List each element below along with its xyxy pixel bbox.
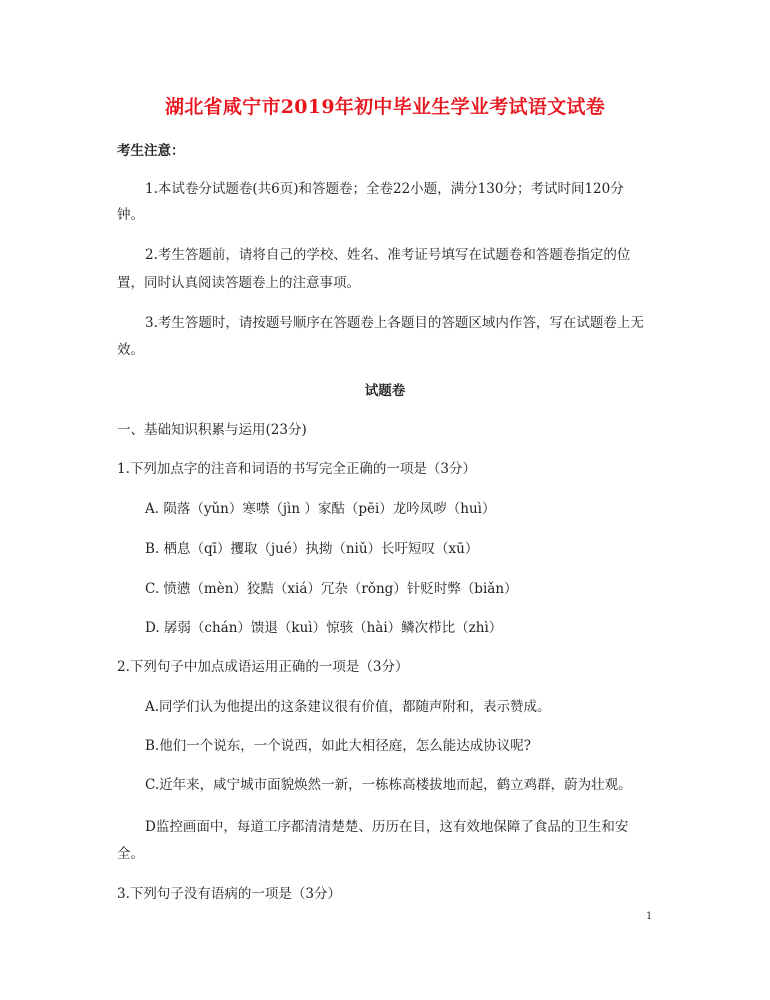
question-3-stem: 3.下列句子没有语病的一项是（3分） — [117, 886, 341, 902]
question-1-stem: 1.下列加点字的注音和词语的书写完全正确的一项是（3分） — [117, 461, 476, 477]
notice-item-1-line-1: 1.本试卷分试题卷(共6页)和答题卷；全卷22小题，满分130分；考试时间120分 — [145, 181, 624, 197]
question-2-option-d-line-2: 全。 — [117, 846, 144, 862]
question-1-option-c: C. 愤懑（mèn）狡黠（xiá）冗杂（rǒng）针贬时弊（biǎn） — [145, 581, 518, 597]
notice-item-3-line-2: 效。 — [117, 342, 144, 358]
question-2-stem: 2.下列句子中加点成语运用正确的一项是（3分） — [117, 659, 409, 675]
question-1-option-b: B. 栖息（qī）攫取（jué）执拗（niǔ）长吁短叹（xū） — [145, 541, 479, 557]
notice-item-2-line-2: 置，同时认真阅读答题卷上的注意事项。 — [117, 275, 360, 291]
question-2-option-b: B.他们一个说东，一个说西，如此大相径庭，怎么能达成协议呢? — [145, 738, 531, 754]
question-2-option-d-line-1: D监控画面中，每道工序都清清楚楚、历历在目，这有效地保障了食品的卫生和安 — [145, 819, 629, 835]
question-2-option-a: A.同学们认为他提出的这条建议很有价值，都随声附和，表示赞成。 — [145, 699, 551, 715]
question-1-option-d: D. 孱弱（chán）馈退（kuì）惊骇（hài）鳞次栉比（zhì） — [145, 620, 503, 636]
notice-item-3-line-1: 3.考生答题时，请按题号顺序在答题卷上各题目的答题区域内作答，写在试题卷上无 — [145, 315, 644, 331]
section-heading: 试题卷 — [364, 383, 406, 399]
part-1-heading: 一、基础知识积累与运用(23分) — [117, 422, 307, 438]
notice-heading: 考生注意： — [117, 143, 185, 159]
page-number: 1 — [646, 911, 653, 922]
question-1-option-a: A. 陨落（yǔn）寒噤（jìn ）家酤（pēi）龙吟凤哕（huì） — [145, 501, 496, 517]
notice-item-1-line-2: 钟。 — [117, 207, 144, 223]
notice-item-2-line-1: 2.考生答题前，请将自己的学校、姓名、准考证号填写在试题卷和答题卷指定的位 — [145, 247, 631, 263]
question-2-option-c: C.近年来，咸宁城市面貌焕然一新，一栋栋高楼拔地而起，鹤立鸡群，蔚为壮观。 — [145, 777, 632, 793]
page-title: 湖北省咸宁市2019年初中毕业生学业考试语文试卷 — [164, 96, 606, 118]
